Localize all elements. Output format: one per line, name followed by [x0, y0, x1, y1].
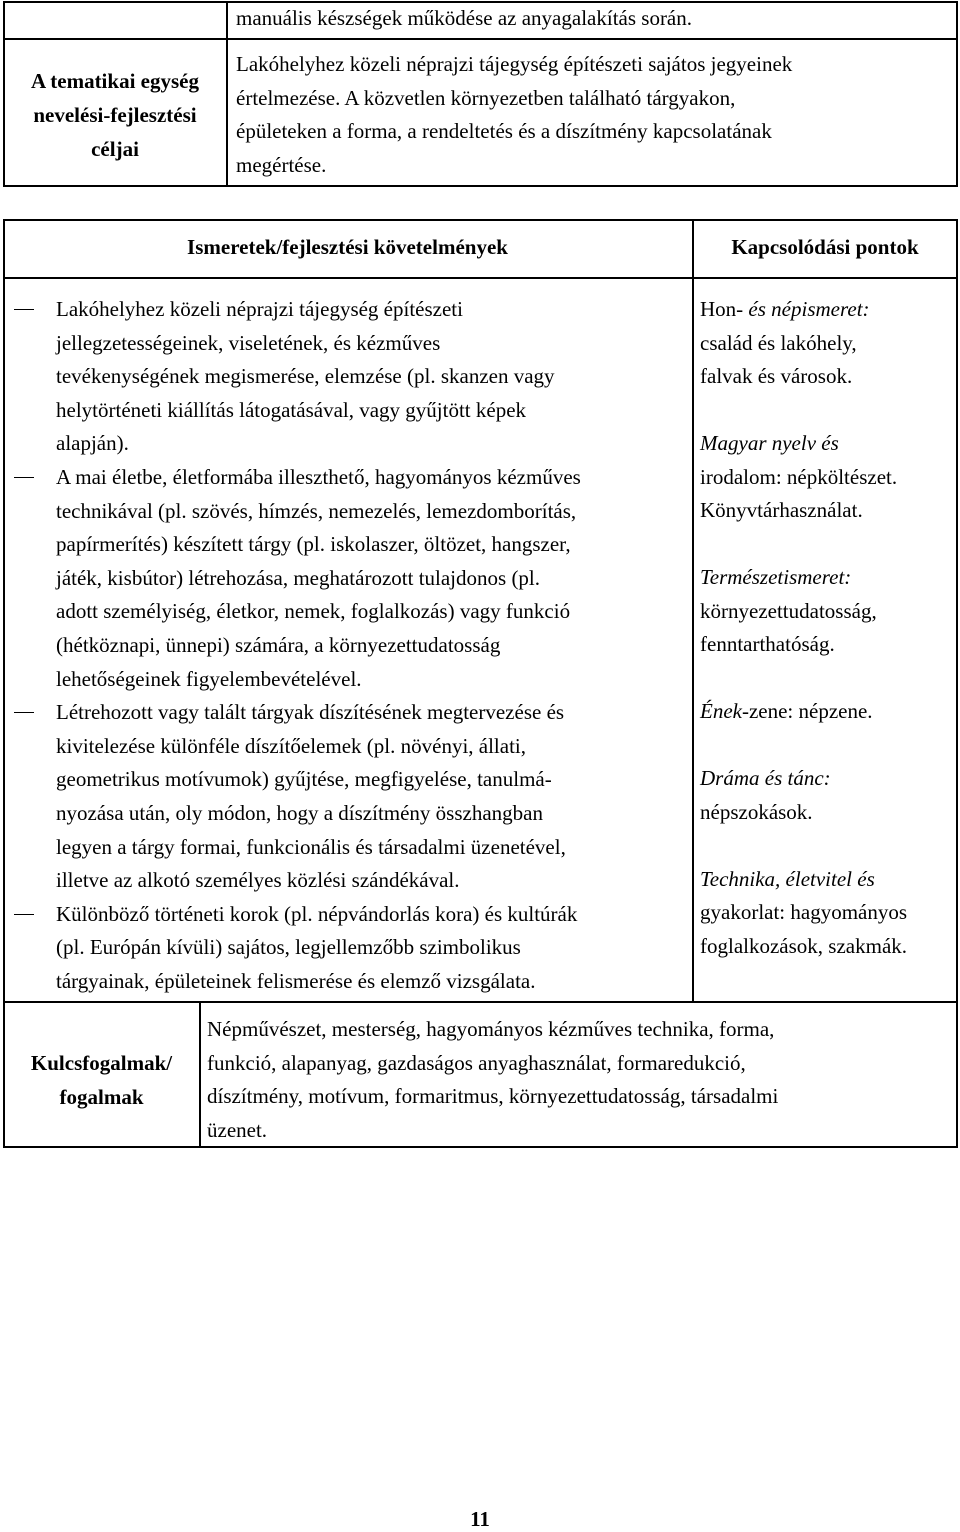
dash-bullet — [14, 309, 34, 310]
connection-line: zene: népzene. — [748, 699, 873, 723]
dash-bullet — [14, 914, 34, 915]
keywords-text-line: díszítmény, motívum, formaritmus, környezettudatosság, társadalmi — [207, 1084, 779, 1108]
keywords-column-divider — [199, 1001, 201, 1148]
requirement-line: tevékenységének megismerése, elemzése (pl. skanzen vagy — [56, 364, 555, 389]
connection-subject: Technika, életvitel és — [700, 866, 875, 891]
keywords-label-line: fogalmak — [59, 1085, 144, 1109]
connection-subject: Természetismeret: — [700, 565, 852, 589]
dash-bullet — [14, 477, 34, 478]
connection-line: gyakorlat: hagyományos — [700, 900, 908, 924]
goals-label — [5, 64, 225, 166]
connection-subject: Magyar nyelv és — [700, 431, 839, 455]
requirement-line: lehetőségeinek figyelembevételével. — [56, 666, 362, 691]
requirement-line: A mai életbe, életformába illeszthető, hagyományos kézműves — [56, 464, 581, 489]
connection-item — [700, 762, 950, 829]
requirement-line: Létrehozott vagy talált tárgyak díszítésének megtervezése és — [56, 700, 565, 725]
requirement-line: (hétköznapi, ünnepi) számára, a környezettudatosság — [56, 632, 501, 657]
requirement-line: helytörténeti kiállítás látogatásával, vagy gyűjtött képek — [56, 397, 527, 422]
keywords-label-line: Kulcsfogalmak/ — [30, 1051, 173, 1075]
connection-line: népszokások. — [700, 799, 813, 824]
connection-line: Könyvtárhasználat. — [700, 498, 863, 522]
keywords-text-line: funkció, alapanyag, gazdaságos anyaghasználat, formaredukció, — [207, 1050, 746, 1075]
connection-line: irodalom: népköltészet. — [700, 464, 898, 489]
connection-item — [700, 293, 950, 394]
requirement-line: (pl. Európán kívüli) sajátos, legjellemzőbb szimbolikus — [56, 935, 521, 960]
requirement-line: játék, kisbútor) létrehozása, meghatározott tulajdonos (pl. — [56, 565, 541, 590]
connection-line: család és lakóhely, — [700, 330, 857, 355]
connections-list — [700, 293, 950, 963]
keywords-text-line: üzenet. — [207, 1117, 268, 1142]
requirement-line: jellegzetességeinek, viseletének, és kézműves — [56, 330, 441, 355]
connection-subject: Dráma és tánc: — [700, 766, 831, 790]
requirement-item — [14, 461, 684, 696]
goals-text-line: megértése. — [236, 152, 327, 177]
dash-bullet — [14, 712, 34, 713]
requirement-line: legyen a tárgy formai, funkcionális és társadalmi üzenetével, — [56, 834, 566, 859]
connection-item — [700, 561, 950, 662]
keywords-label — [5, 1046, 198, 1114]
requirements-column-divider — [692, 219, 694, 1002]
goals-table-row-divider — [3, 38, 958, 40]
connection-line: foglalkozások, szakmák. — [700, 933, 908, 958]
top-row-text: manuális készségek működése az anyagalakítás során. — [236, 6, 693, 30]
goals-text — [236, 48, 951, 182]
connection-item — [700, 863, 950, 964]
goals-label-line: nevelési-fejlesztési — [33, 103, 197, 127]
connection-subject: és népismeret: — [743, 297, 870, 321]
requirement-item — [14, 696, 684, 898]
requirement-line: kivitelezése különféle díszítőelemek (pl. növényi, állati, — [56, 733, 527, 758]
connection-item — [700, 695, 950, 729]
page-number: 11 — [470, 1507, 490, 1531]
connection-line: falvak és városok. — [700, 364, 853, 388]
connection-subject: Hon- — [700, 297, 744, 321]
requirement-item — [14, 898, 684, 999]
connection-line: fenntarthatóság. — [700, 632, 835, 656]
requirements-header: Ismeretek/fejlesztési követelmények — [187, 235, 508, 259]
goals-text-line: épületeken a forma, a rendeltetés és a díszítmény kapcsolatának — [236, 119, 772, 143]
connection-line: környezettudatosság, — [700, 598, 877, 623]
keywords-text — [207, 1013, 952, 1147]
requirement-line: alapján). — [56, 431, 129, 456]
connections-header: Kapcsolódási pontok — [731, 235, 919, 259]
requirement-line: Különböző történeti korok (pl. népvándorlás kora) és kultúrák — [56, 901, 578, 926]
goals-text-line: értelmezése. A közvetlen környezetben található tárgyakon, — [236, 85, 736, 110]
requirement-line: adott személyiség, életkor, nemek, foglalkozás) vagy funkció — [56, 599, 571, 624]
keywords-text-line: Népművészet, mesterség, hagyományos kézműves technika, forma, — [207, 1017, 775, 1041]
requirement-item — [14, 293, 684, 461]
requirement-line: illetve az alkotó személyes közlési szándékával. — [56, 868, 460, 893]
requirement-line: Lakóhelyhez közeli néprajzi tájegység építészeti — [56, 297, 463, 321]
connection-item — [700, 427, 950, 528]
requirement-line: nyozása után, oly módon, hogy a díszítmény összhangban — [56, 800, 543, 825]
keywords-row-divider — [3, 1001, 958, 1003]
goals-table-divider — [226, 1, 228, 187]
requirement-line: geometrikus motívumok) gyűjtése, megfigyelése, tanulmá- — [56, 767, 552, 792]
requirement-line: technikával (pl. szövés, hímzés, nemezelés, lemezdomborítás, — [56, 498, 577, 523]
connection-subject: Ének- — [700, 699, 749, 723]
goals-text-line: Lakóhelyhez közeli néprajzi tájegység építészeti sajátos jegyeinek — [236, 52, 793, 76]
goals-label-line: A tematikai egység — [31, 69, 199, 93]
requirement-line: papírmerítés) készített tárgy (pl. iskolaszer, öltözet, hangszer, — [56, 532, 571, 557]
requirement-line: tárgyainak, épületeinek felismerése és elemző vizsgálata. — [56, 968, 536, 993]
requirements-list — [14, 293, 684, 998]
requirements-header-divider — [3, 277, 958, 279]
goals-label-line: céljai — [91, 137, 139, 161]
